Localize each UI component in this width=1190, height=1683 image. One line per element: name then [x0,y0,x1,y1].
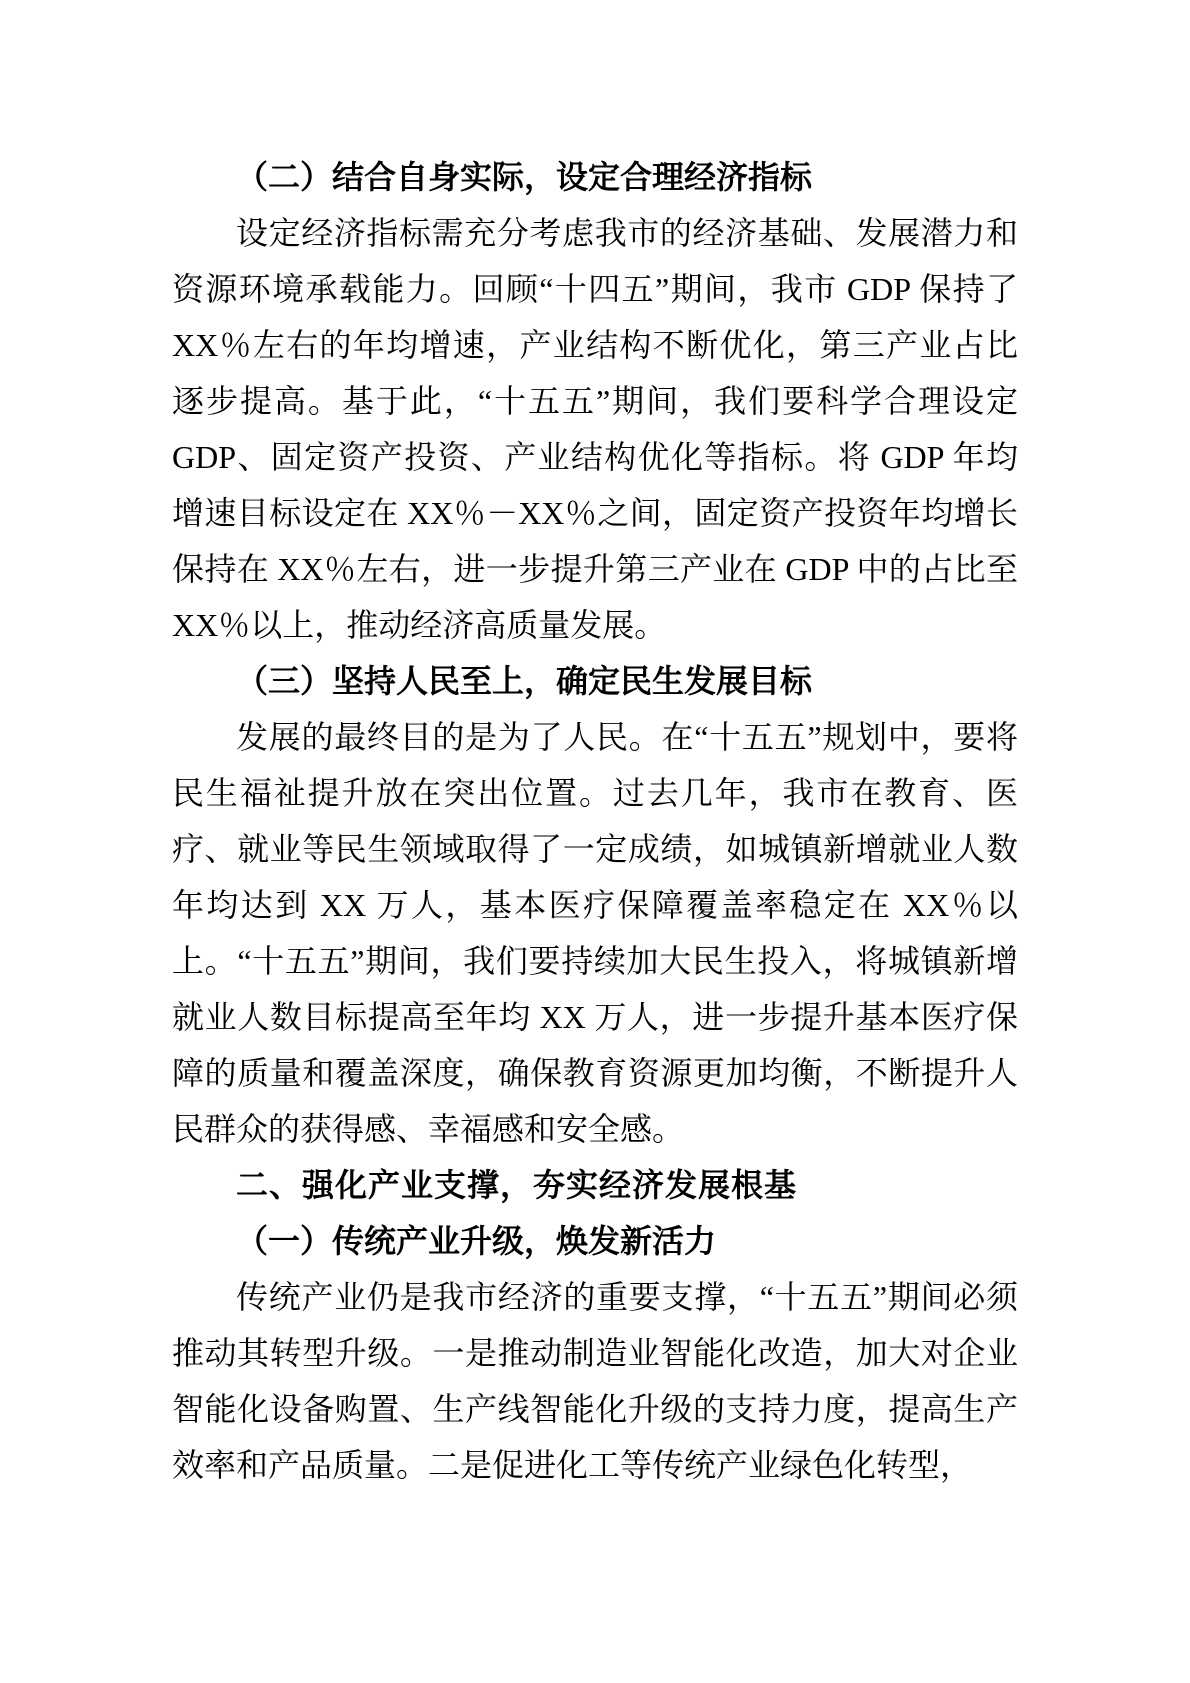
paragraph-traditional-industry: 传统产业仍是我市经济的重要支撑，“十五五”期间必须推动其转型升级。一是推动制造业智能化改造，加大对企业智能化设备购置、生产线智能化升级的支持力度，提高生产效率和产品质量。二是促进化工等传统产业绿色化转型， [172,1279,1018,1483]
subsection-heading-2: （二）结合自身实际，设定合理经济指标 [236,159,813,195]
paragraph-livelihood-goals: 发展的最终目的是为了人民。在“十五五”规划中，要将民生福祉提升放在突出位置。过去几年，我市在教育、医疗、就业等民生领域取得了一定成绩，如城镇新增就业人数年均达到 XX 万人，基本医疗保障覆盖率稳定在 XX％以上。“十五五”期间，我们要持续加大民生投入，将城镇新增就业人数目标提高至年均 XX 万人，进一步提升基本医疗保障的质量和覆盖深度，确保教育资源更加均衡，不断提升人民群众的获得感、幸福感和安全感。 [172,719,1018,1147]
paragraph-economic-indicators: 设定经济指标需充分考虑我市的经济基础、发展潜力和资源环境承载能力。回顾“十四五”期间，我市 GDP 保持了 XX％左右的年均增速，产业结构不断优化，第三产业占比逐步提高。基于此，“十五五”期间，我们要科学合理设定 GDP、固定资产投资、产业结构优化等指标。将 GDP 年均增速目标设定在 XX％－XX％之间，固定资产投资年均增长保持在 XX％左右，进一步提升第三产业在 GDP 中的占比至 XX％以上，推动经济高质量发展。 [172,215,1018,643]
section-heading-industry-support: 二、强化产业支撑，夯实经济发展根基 [236,1166,798,1204]
subsection-heading-3: （三）坚持人民至上，确定民生发展目标 [236,663,813,699]
document-body [172,149,1018,1493]
subsection-heading-1: （一）传统产业升级，焕发新活力 [236,1223,717,1259]
